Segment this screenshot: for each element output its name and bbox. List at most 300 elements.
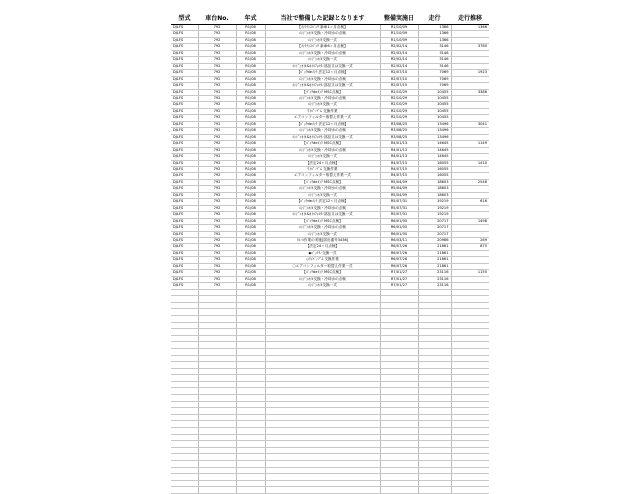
empty-cell xyxy=(451,447,489,454)
table-row xyxy=(171,50,489,56)
cell-service-date: R7/01/27 xyxy=(380,276,418,282)
empty-cell xyxy=(198,474,236,481)
cell-service-date: R2/02/14 xyxy=(380,44,418,50)
empty-cell xyxy=(236,315,265,322)
empty-cell xyxy=(265,421,380,428)
cell-description: ｴﾝｼﾞﾝｵｲﾙ交換・冷却水の点検 xyxy=(265,205,380,211)
empty-cell xyxy=(198,315,236,322)
cell-mileage: 3146 xyxy=(418,44,451,50)
table-row xyxy=(171,108,489,114)
table-row xyxy=(171,37,489,43)
cell-year: R1/08 xyxy=(236,70,265,76)
empty-cell xyxy=(265,375,380,382)
table-row xyxy=(171,63,489,69)
empty-cell xyxy=(265,368,380,375)
empty-cell xyxy=(171,375,198,382)
empty-cell xyxy=(236,428,265,435)
cell-model: DJLFS xyxy=(171,179,198,185)
empty-cell xyxy=(451,461,489,468)
cell-model: DJLFS xyxy=(171,115,198,121)
cell-description: ｴﾝｼﾞﾝｵｲﾙ交換一式 xyxy=(265,283,380,289)
cell-description: ｴﾝｼﾞﾝｵｲﾙ&ｵｲﾙﾌｨﾙﾀｰ部品又は交換一式 xyxy=(265,83,380,89)
empty-cell xyxy=(171,302,198,309)
cell-year: R1/08 xyxy=(236,76,265,82)
cell-service-date: R6/01/05 xyxy=(380,231,418,237)
cell-chassis-no: 792 xyxy=(198,186,236,192)
empty-cell xyxy=(451,329,489,336)
cell-year: R1/08 xyxy=(236,57,265,63)
table-row xyxy=(171,237,489,243)
empty-cell xyxy=(236,461,265,468)
cell-chassis-no: 792 xyxy=(198,50,236,56)
table-row xyxy=(171,128,489,134)
cell-chassis-no: 792 xyxy=(198,147,236,153)
header-row xyxy=(171,11,489,25)
empty-row xyxy=(171,454,489,461)
table-row xyxy=(171,166,489,172)
empty-cell xyxy=(380,401,418,408)
cell-model: DJLFS xyxy=(171,205,198,211)
empty-cell xyxy=(171,487,198,494)
empty-row xyxy=(171,362,489,369)
cell-model: DJLFS xyxy=(171,283,198,289)
empty-cell xyxy=(451,342,489,349)
empty-cell xyxy=(380,381,418,388)
cell-chassis-no: 792 xyxy=(198,102,236,108)
cell-model: DJLFS xyxy=(171,57,198,63)
cell-year: R1/08 xyxy=(236,25,265,31)
empty-cell xyxy=(198,401,236,408)
cell-chassis-no: 792 xyxy=(198,44,236,50)
empty-cell xyxy=(380,296,418,303)
empty-cell xyxy=(236,467,265,474)
cell-year: R1/08 xyxy=(236,192,265,198)
table-row xyxy=(171,44,489,50)
empty-cell xyxy=(198,461,236,468)
cell-year: R1/08 xyxy=(236,121,265,127)
empty-cell xyxy=(171,315,198,322)
table-row xyxy=(171,263,489,269)
cell-model: DJLFS xyxy=(171,270,198,276)
cell-mileage-delta: 269 xyxy=(451,237,489,243)
empty-cell xyxy=(198,335,236,342)
cell-chassis-no: 792 xyxy=(198,160,236,166)
cell-model: DJLFS xyxy=(171,128,198,134)
empty-cell xyxy=(198,296,236,303)
cell-service-date: R4/01/13 xyxy=(380,147,418,153)
cell-chassis-no: 792 xyxy=(198,250,236,256)
table-body xyxy=(171,25,489,494)
cell-year: R1/08 xyxy=(236,134,265,140)
empty-cell xyxy=(171,335,198,342)
cell-chassis-no: 792 xyxy=(198,115,236,121)
cell-year: R1/08 xyxy=(236,128,265,134)
empty-cell xyxy=(265,342,380,349)
table-row xyxy=(171,192,489,198)
empty-row xyxy=(171,348,489,355)
cell-mileage: 1366 xyxy=(418,31,451,37)
empty-cell xyxy=(418,461,451,468)
cell-model: DJLFS xyxy=(171,154,198,160)
empty-cell xyxy=(451,348,489,355)
cell-model: DJLFS xyxy=(171,25,198,31)
empty-cell xyxy=(418,289,451,296)
cell-model: DJLFS xyxy=(171,70,198,76)
empty-cell xyxy=(265,329,380,336)
header-year: 年式 xyxy=(236,11,265,25)
table-row xyxy=(171,231,489,237)
cell-description: 【ﾊﾟｯｸdeﾒﾝﾃ 法定12ヶ月点検】 xyxy=(265,121,380,127)
empty-cell xyxy=(171,414,198,421)
empty-cell xyxy=(380,388,418,395)
empty-cell xyxy=(236,480,265,487)
empty-row xyxy=(171,467,489,474)
empty-cell xyxy=(198,309,236,316)
cell-model: DJLFS xyxy=(171,225,198,231)
empty-cell xyxy=(171,428,198,435)
cell-chassis-no: 792 xyxy=(198,108,236,114)
empty-cell xyxy=(265,381,380,388)
cell-mileage-delta: 616 xyxy=(451,199,489,205)
cell-service-date: R6/01/05 xyxy=(380,225,418,231)
empty-cell xyxy=(171,421,198,428)
cell-description: 【法定24ヶ月点検】 xyxy=(265,244,380,250)
empty-cell xyxy=(171,362,198,369)
cell-mileage-delta: 1498 xyxy=(451,218,489,224)
empty-cell xyxy=(198,395,236,402)
cell-chassis-no: 792 xyxy=(198,76,236,82)
empty-cell xyxy=(451,434,489,441)
cell-mileage: 1366 xyxy=(418,37,451,43)
cell-year: R1/08 xyxy=(236,237,265,243)
empty-cell xyxy=(236,296,265,303)
empty-cell xyxy=(265,315,380,322)
empty-cell xyxy=(380,467,418,474)
cell-chassis-no: 792 xyxy=(198,57,236,63)
table-row xyxy=(171,102,489,108)
empty-cell xyxy=(198,454,236,461)
table-row xyxy=(171,244,489,250)
empty-cell xyxy=(451,414,489,421)
cell-mileage: 3146 xyxy=(418,63,451,69)
empty-cell xyxy=(380,474,418,481)
cell-model: DJLFS xyxy=(171,237,198,243)
cell-mileage-delta: 3041 xyxy=(451,121,489,127)
cell-mileage: 10455 xyxy=(418,95,451,101)
header-mileage: 走行 xyxy=(418,11,451,25)
empty-row xyxy=(171,447,489,454)
cell-mileage: 13496 xyxy=(418,128,451,134)
cell-service-date: R7/01/27 xyxy=(380,270,418,276)
table-row xyxy=(171,57,489,63)
cell-service-date: R3/08/25 xyxy=(380,128,418,134)
cell-service-date: R6/07/26 xyxy=(380,250,418,256)
empty-cell xyxy=(380,368,418,375)
empty-cell xyxy=(236,342,265,349)
empty-row xyxy=(171,461,489,468)
empty-row xyxy=(171,388,489,395)
cell-chassis-no: 792 xyxy=(198,205,236,211)
empty-cell xyxy=(265,414,380,421)
cell-mileage: 18603 xyxy=(418,192,451,198)
empty-cell xyxy=(418,421,451,428)
empty-cell xyxy=(418,342,451,349)
empty-cell xyxy=(265,362,380,369)
cell-mileage-delta: 3780 xyxy=(451,44,489,50)
empty-row xyxy=(171,368,489,375)
empty-cell xyxy=(171,355,198,362)
empty-cell xyxy=(418,408,451,415)
cell-description: ｴﾝｼﾞﾝｵｲﾙ&ｵｲﾙﾌｨﾙﾀｰ部品又は交換一式 xyxy=(265,63,380,69)
empty-cell xyxy=(451,315,489,322)
cell-mileage-delta: 1923 xyxy=(451,70,489,76)
empty-cell xyxy=(198,289,236,296)
empty-cell xyxy=(171,408,198,415)
cell-service-date: R1/10/09 xyxy=(380,37,418,43)
empty-cell xyxy=(198,480,236,487)
cell-description: ﾘｺｰﾙ作業の実施[届出番号3436] xyxy=(265,237,380,243)
cell-year: R1/08 xyxy=(236,186,265,192)
cell-chassis-no: 792 xyxy=(198,25,236,31)
empty-cell xyxy=(380,302,418,309)
cell-year: R1/08 xyxy=(236,141,265,147)
empty-cell xyxy=(236,454,265,461)
cell-model: DJLFS xyxy=(171,250,198,256)
empty-cell xyxy=(198,408,236,415)
empty-cell xyxy=(380,395,418,402)
empty-cell xyxy=(198,368,236,375)
empty-row xyxy=(171,474,489,481)
table-row xyxy=(171,70,489,76)
empty-cell xyxy=(265,296,380,303)
cell-model: DJLFS xyxy=(171,160,198,166)
empty-cell xyxy=(418,480,451,487)
cell-service-date: R5/04/09 xyxy=(380,179,418,185)
header-chassis-no: 車台No. xyxy=(198,11,236,25)
table-row xyxy=(171,25,489,31)
cell-model: DJLFS xyxy=(171,108,198,114)
cell-service-date: R2/02/14 xyxy=(380,57,418,63)
cell-description: ｴﾝｼﾞﾝｵｲﾙ交換・冷却水の点検 xyxy=(265,186,380,192)
cell-year: R1/08 xyxy=(236,154,265,160)
empty-cell xyxy=(451,401,489,408)
cell-year: R1/08 xyxy=(236,83,265,89)
cell-mileage: 16055 xyxy=(418,166,451,172)
empty-row xyxy=(171,375,489,382)
empty-cell xyxy=(171,348,198,355)
cell-chassis-no: 792 xyxy=(198,63,236,69)
cell-mileage: 21861 xyxy=(418,257,451,263)
empty-cell xyxy=(451,454,489,461)
cell-service-date: R4/07/15 xyxy=(380,166,418,172)
cell-mileage: 20717 xyxy=(418,225,451,231)
cell-model: DJLFS xyxy=(171,44,198,50)
header-description: 当社で整備した記録となります xyxy=(265,11,380,25)
empty-cell xyxy=(418,329,451,336)
empty-row xyxy=(171,441,489,448)
table-row xyxy=(171,31,489,37)
cell-chassis-no: 792 xyxy=(198,166,236,172)
empty-cell xyxy=(418,322,451,329)
empty-cell xyxy=(451,381,489,388)
cell-description: ｴﾝｼﾞﾝｵｲﾙ交換・冷却水の点検 xyxy=(265,225,380,231)
empty-cell xyxy=(418,375,451,382)
cell-model: DJLFS xyxy=(171,121,198,127)
cell-description: ｴﾝｼﾞﾝｵｲﾙ交換・冷却水の点検 xyxy=(265,31,380,37)
empty-cell xyxy=(171,342,198,349)
cell-mileage: 14645 xyxy=(418,147,451,153)
table-row xyxy=(171,283,489,289)
empty-cell xyxy=(380,434,418,441)
empty-cell xyxy=(418,348,451,355)
cell-model: DJLFS xyxy=(171,166,198,172)
empty-cell xyxy=(236,381,265,388)
empty-cell xyxy=(380,428,418,435)
empty-cell xyxy=(198,441,236,448)
empty-row xyxy=(171,414,489,421)
cell-mileage: 10455 xyxy=(418,102,451,108)
cell-chassis-no: 792 xyxy=(198,218,236,224)
empty-cell xyxy=(198,388,236,395)
cell-mileage-delta: 1410 xyxy=(451,160,489,166)
empty-cell xyxy=(236,329,265,336)
empty-cell xyxy=(265,355,380,362)
empty-cell xyxy=(451,408,489,415)
empty-cell xyxy=(236,408,265,415)
cell-mileage: 23116 xyxy=(418,283,451,289)
empty-cell xyxy=(451,388,489,395)
empty-cell xyxy=(198,428,236,435)
empty-cell xyxy=(198,348,236,355)
cell-year: R1/08 xyxy=(236,283,265,289)
cell-mileage: 3146 xyxy=(418,50,451,56)
empty-cell xyxy=(265,467,380,474)
cell-year: R1/08 xyxy=(236,212,265,218)
cell-mileage: 19219 xyxy=(418,199,451,205)
cell-description: ｴﾝｼﾞﾝｵｲﾙ交換一式 xyxy=(265,102,380,108)
empty-row xyxy=(171,296,489,303)
cell-year: R1/08 xyxy=(236,102,265,108)
cell-description: ｴﾝｼﾞﾝｵｲﾙ交換一式 xyxy=(265,154,380,160)
empty-cell xyxy=(236,414,265,421)
cell-mileage-delta: 875 xyxy=(451,244,489,250)
cell-mileage: 19219 xyxy=(418,205,451,211)
cell-chassis-no: 792 xyxy=(198,89,236,95)
empty-cell xyxy=(380,362,418,369)
cell-chassis-no: 792 xyxy=(198,95,236,101)
cell-mileage: 16055 xyxy=(418,173,451,179)
empty-row xyxy=(171,329,489,336)
empty-cell xyxy=(380,447,418,454)
empty-cell xyxy=(198,381,236,388)
cell-mileage: 13496 xyxy=(418,121,451,127)
empty-cell xyxy=(418,434,451,441)
empty-cell xyxy=(198,421,236,428)
empty-cell xyxy=(380,289,418,296)
cell-service-date: R5/04/09 xyxy=(380,186,418,192)
empty-cell xyxy=(171,368,198,375)
cell-description: ｴﾝｼﾞﾝｵｲﾙ交換・冷却水の点検 xyxy=(265,147,380,153)
empty-cell xyxy=(198,329,236,336)
maintenance-record-sheet xyxy=(171,11,489,494)
empty-cell xyxy=(236,289,265,296)
cell-mileage-delta: 3386 xyxy=(451,89,489,95)
empty-cell xyxy=(380,408,418,415)
empty-cell xyxy=(265,480,380,487)
empty-row xyxy=(171,408,489,415)
empty-cell xyxy=(418,474,451,481)
empty-cell xyxy=(265,335,380,342)
empty-cell xyxy=(418,441,451,448)
cell-chassis-no: 792 xyxy=(198,192,236,198)
table-row xyxy=(171,205,489,211)
empty-cell xyxy=(451,335,489,342)
maintenance-table xyxy=(171,11,489,494)
cell-chassis-no: 792 xyxy=(198,225,236,231)
cell-description: ｴﾝｼﾞﾝｵｲﾙ交換一式 xyxy=(265,231,380,237)
empty-cell xyxy=(265,401,380,408)
empty-cell xyxy=(418,309,451,316)
empty-cell xyxy=(265,302,380,309)
empty-cell xyxy=(236,474,265,481)
empty-cell xyxy=(265,487,380,494)
empty-cell xyxy=(380,487,418,494)
cell-mileage: 16055 xyxy=(418,160,451,166)
cell-mileage: 23116 xyxy=(418,276,451,282)
cell-chassis-no: 792 xyxy=(198,37,236,43)
cell-chassis-no: 792 xyxy=(198,141,236,147)
cell-description: ﾜｲﾊﾟｰｿﾞﾑ 交換作業 xyxy=(265,166,380,172)
cell-year: R1/08 xyxy=(236,95,265,101)
empty-row xyxy=(171,355,489,362)
cell-chassis-no: 792 xyxy=(198,270,236,276)
header-mileage-delta: 走行推移 xyxy=(451,11,489,25)
table-row xyxy=(171,95,489,101)
cell-chassis-no: 792 xyxy=(198,231,236,237)
cell-mileage: 14645 xyxy=(418,141,451,147)
empty-cell xyxy=(451,296,489,303)
cell-service-date: R1/10/09 xyxy=(380,25,418,31)
cell-description: ｴﾝｼﾞﾝｵｲﾙ交換・冷却水の点検 xyxy=(265,276,380,282)
empty-cell xyxy=(451,467,489,474)
cell-description: ｴﾝｼﾞﾝｵｲﾙ&ｵｲﾙﾌｨﾙﾀｰ部品又は交換一式 xyxy=(265,134,380,140)
cell-mileage: 1366 xyxy=(418,25,451,31)
cell-service-date: R2/10/29 xyxy=(380,89,418,95)
empty-cell xyxy=(451,355,489,362)
cell-model: DJLFS xyxy=(171,199,198,205)
cell-model: DJLFS xyxy=(171,83,198,89)
empty-cell xyxy=(380,414,418,421)
empty-cell xyxy=(198,414,236,421)
empty-cell xyxy=(451,368,489,375)
empty-cell xyxy=(418,362,451,369)
empty-cell xyxy=(265,454,380,461)
table-row xyxy=(171,186,489,192)
cell-chassis-no: 792 xyxy=(198,134,236,140)
empty-cell xyxy=(418,428,451,435)
cell-year: R1/08 xyxy=(236,270,265,276)
empty-cell xyxy=(418,302,451,309)
cell-service-date: R6/01/05 xyxy=(380,218,418,224)
cell-model: DJLFS xyxy=(171,218,198,224)
cell-mileage: 20717 xyxy=(418,231,451,237)
cell-model: DJLFS xyxy=(171,37,198,43)
cell-mileage: 21861 xyxy=(418,244,451,250)
cell-model: DJLFS xyxy=(171,231,198,237)
empty-cell xyxy=(380,454,418,461)
empty-cell xyxy=(171,467,198,474)
cell-year: R1/08 xyxy=(236,31,265,37)
